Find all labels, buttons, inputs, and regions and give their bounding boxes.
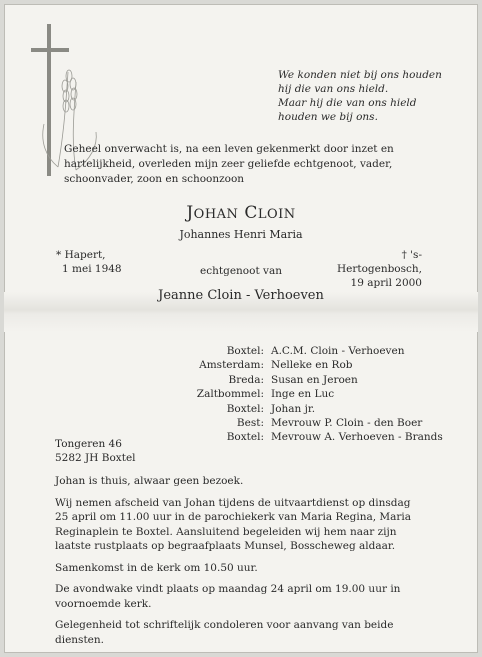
poem-line: We konden niet bij ons houden [278,69,442,81]
family-row: Breda: Susan en Jeroen [228,373,358,386]
death-cross-icon: † [401,249,407,261]
birth-star-icon: * [56,249,62,261]
note-paragraph: Gelegenheid tot schriftelijk condoleren voor aanvang van beide diensten. [55,619,394,646]
poem-line: hij die van ons hield. [278,83,389,95]
family-row: Boxtel: A.C.M. Cloin - Verhoeven [226,345,405,357]
family-row: Zaltbommel: Inge en Luc [196,388,335,401]
deceased-name: JOHAN CLOIN [186,203,296,223]
poem-line: Maar hij die van ons hield [278,97,417,109]
family-row: Amsterdam: Nelleke en Rob [199,359,353,372]
full-name: Johannes Henri Maria [179,228,303,241]
spouse-name: Jeanne Cloin - Verhoeven [158,288,324,303]
address: Tongeren 46 5282 JH Boxtel [55,438,136,464]
birth-info: * Hapert, 1 mei 1948 [56,249,122,275]
note-paragraph: De avondwake vindt plaats op maandag 24 april om 19.00 uur in voornoemde kerk. [55,583,401,610]
poem [278,68,442,124]
note-paragraph: Samenkomst in de kerk om 10.50 uur. [55,561,258,574]
note-paragraph: Wij nemen afscheid van Johan tijdens de uitvaartdienst op dinsdag 25 april om 11.00 uur in de parochiekerk van Maria Regina, Maria Reginaplein te Boxtel. Aansluitend begeleiden wij hem naar zijn laatste rustplaats op begraafplaats Munsel, Bosscheweg aldaar. [55,496,412,552]
poem-line: houden we bij ons. [278,111,378,123]
family-row: Boxtel: Johan jr. [226,402,316,415]
note-paragraph: Johan is thuis, alwaar geen bezoek. [55,475,244,487]
death-info: † 's-Hertogenbosch, 19 april 2000 [336,249,422,289]
family-row: Boxtel: Mevrouw A. Verhoeven - Brands [226,431,443,444]
family-list [160,344,443,445]
cross-bar [31,48,69,52]
intro-text: Geheel onverwacht is, na een leven gekenmerkt door inzet en hartelijkheid, overleden mijn zeer geliefde echtgenoot, vader, schoonvader, zoon en schoonzoon [64,143,394,185]
family-row: Best: Mevrouw P. Cloin - den Boer [236,417,423,430]
spouse-label: echtgenoot van [200,265,282,277]
funeral-notes [55,474,423,654]
